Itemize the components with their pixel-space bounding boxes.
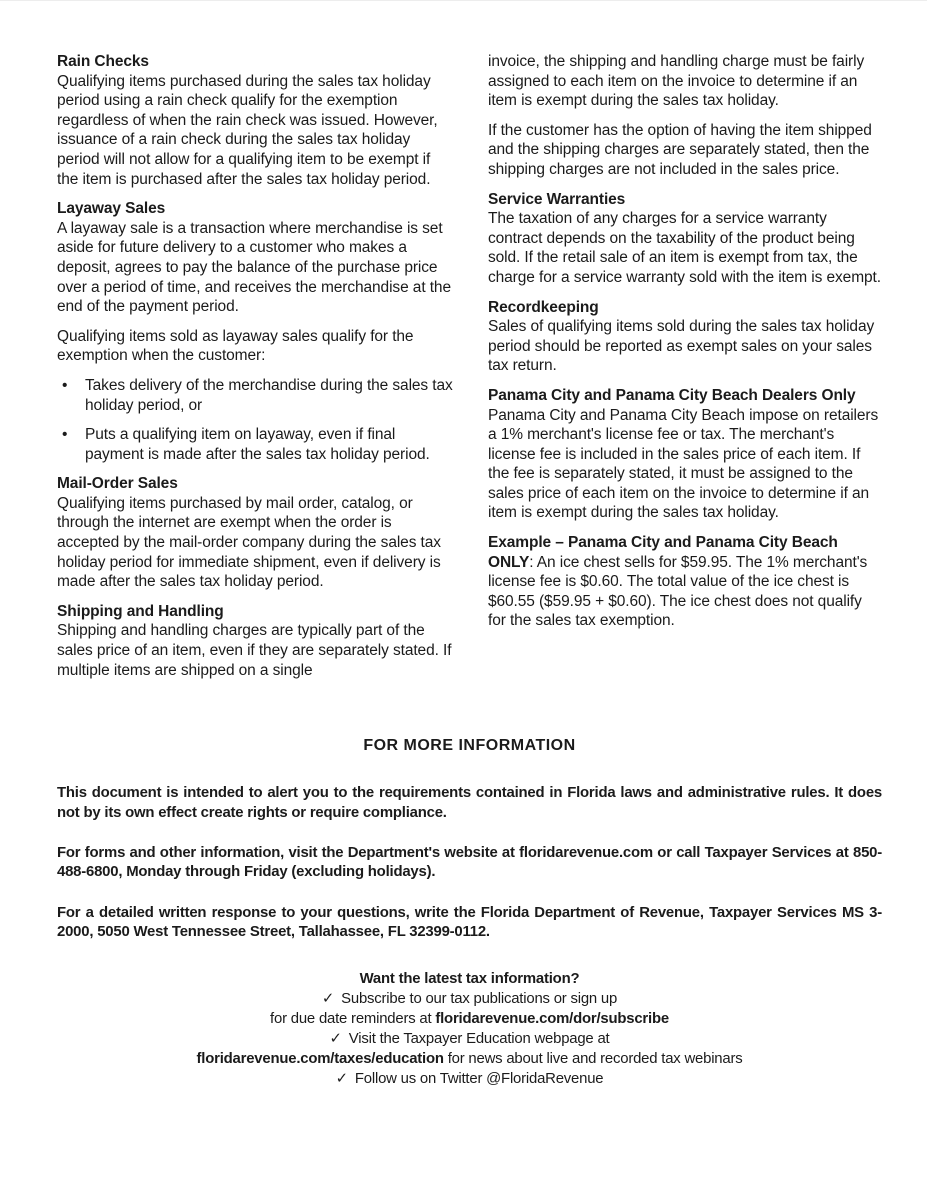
check-icon: ✓ bbox=[321, 990, 335, 1007]
bullet-icon: • bbox=[62, 426, 68, 444]
latest-tax-info-heading: Want the latest tax information? bbox=[359, 970, 580, 987]
list-item bbox=[57, 425, 455, 464]
mailing-address-paragraph: For a detailed written response to your questions, write the Florida Department of Revenue, Taxpayer Services MS 3-2000, 5050 West Tennessee Street, Tallahassee, FL 32399-0112. bbox=[57, 904, 882, 941]
section-heading: Recordkeeping bbox=[487, 298, 599, 316]
list-item-text: Puts a qualifying item on layaway, even if final payment is made after the sales tax holiday period. bbox=[85, 426, 430, 463]
right-column bbox=[488, 52, 882, 690]
two-column-layout bbox=[57, 52, 882, 690]
education-text: Visit the Taxpayer Education webpage at bbox=[348, 1030, 610, 1047]
paragraph: Qualifying items purchased during the sales tax holiday period using a rain check qualify for the exemption regardless of when the rain check was issued. However, issuance of a rain check during the sales tax holiday period will not allow for a qualifying item to be exempt if the item is purchased after the sales tax holiday period. bbox=[57, 72, 438, 188]
example-body: : An ice chest sells for $59.95. The 1% merchant's license fee is $0.60. The total value of the ice chest is $60.55 ($59.95 + $0.60). The ice chest does not qualify for the sales tax exemption. bbox=[487, 553, 868, 630]
paragraph: If the customer has the option of having the item shipped and the shipping charges are separately stated, then the shipping charges are not included in the sales price. bbox=[487, 121, 872, 178]
example-paragraph bbox=[488, 533, 882, 631]
check-icon: ✓ bbox=[335, 1070, 348, 1087]
latest-tax-info-block bbox=[57, 969, 882, 1089]
section-heading: Mail-Order Sales bbox=[57, 475, 178, 493]
paragraph: Qualifying items purchased by mail order, catalog, or through the internet are exempt when the order is accepted by the mail-order company during the sales tax holiday period for immediate shipment, even if delivery is made after the sales tax holiday period. bbox=[57, 494, 441, 591]
section-heading: Shipping and Handling bbox=[57, 602, 224, 620]
paragraph-shipping-continued: invoice, the shipping and handling charge must be fairly assigned to each item on the invoice to determine if an item is exempt during the sales tax holiday. bbox=[487, 53, 865, 110]
education-url-line bbox=[57, 1049, 882, 1069]
section-mail-order-sales bbox=[57, 474, 455, 592]
document-page bbox=[0, 1, 927, 1089]
education-url: floridarevenue.com/taxes/education bbox=[196, 1050, 444, 1067]
paragraph: Sales of qualifying items sold during the sales tax holiday period should be reported as exempt sales on your sales tax return. bbox=[487, 318, 875, 375]
bullet-icon: • bbox=[62, 376, 68, 394]
subscribe-line bbox=[57, 989, 882, 1009]
example-lead-in: Example – Panama City and Panama City Beach ONLY bbox=[487, 534, 838, 571]
list-item bbox=[57, 376, 455, 415]
section-heading: Service Warranties bbox=[487, 190, 626, 208]
paragraph: Qualifying items sold as layaway sales qualify for the exemption when the customer: bbox=[57, 327, 414, 365]
subscribe-url: floridarevenue.com/dor/subscribe bbox=[435, 1010, 669, 1027]
subscribe-url-line bbox=[57, 1009, 882, 1029]
paragraph: The taxation of any charges for a service warranty contract depends on the taxability of the product being sold. If the retail sale of an item is exempt from tax, the charge for a service warranty sold with the item is exempt. bbox=[487, 210, 881, 286]
twitter-text: Follow us on Twitter @FloridaRevenue bbox=[354, 1070, 604, 1087]
section-heading: Layaway Sales bbox=[57, 200, 166, 218]
section-heading: Rain Checks bbox=[57, 53, 149, 70]
more-info-section bbox=[57, 737, 882, 1088]
section-shipping-and-handling bbox=[57, 602, 455, 680]
section-heading: Panama City and Panama City Beach Dealers Only bbox=[487, 386, 856, 404]
paragraph: Panama City and Panama City Beach impose on retailers a 1% merchant's license fee or tax. The merchant's license fee is included in the sales price of each item. If the fee is separately stated, it must be assigned to the sales price of each item on the invoice to determine if an item is exempt during the sales tax holiday. bbox=[487, 406, 879, 522]
contact-paragraph: For forms and other information, visit the Department's website at floridarevenue.com or call Taxpayer Services at 850-488-6800, Monday through Friday (excluding holidays). bbox=[57, 845, 882, 881]
twitter-line bbox=[57, 1069, 882, 1089]
check-icon: ✓ bbox=[329, 1030, 342, 1047]
paragraph: Shipping and handling charges are typically part of the sales price of an item, even if they are separately stated. If multiple items are shipped on a single bbox=[57, 622, 452, 679]
section-service-warranties bbox=[488, 190, 882, 288]
paragraph: A layaway sale is a transaction where merchandise is set aside for future delivery to a customer who makes a deposit, agrees to pay the balance of the purchase price over a period of time, and receives the merchandise at the end of the payment period. bbox=[57, 219, 451, 316]
more-info-title: FOR MORE INFORMATION bbox=[363, 737, 576, 755]
section-panama-city-dealers bbox=[488, 386, 882, 523]
section-recordkeeping bbox=[488, 298, 882, 376]
education-line bbox=[57, 1029, 882, 1049]
left-column bbox=[57, 52, 455, 690]
reminders-text: for due date reminders at bbox=[270, 1010, 436, 1027]
list-item-text: Takes delivery of the merchandise during the sales tax holiday period, or bbox=[85, 376, 453, 414]
subscribe-text: Subscribe to our tax publications or sign up bbox=[341, 990, 618, 1007]
disclaimer-paragraph: This document is intended to alert you to the requirements contained in Florida laws and administrative rules. It does not by its own effect create rights or require compliance. bbox=[57, 785, 882, 821]
webinars-text: for news about live and recorded tax webinars bbox=[443, 1050, 743, 1067]
section-rain-checks bbox=[57, 52, 455, 189]
section-layaway-sales bbox=[57, 199, 455, 464]
